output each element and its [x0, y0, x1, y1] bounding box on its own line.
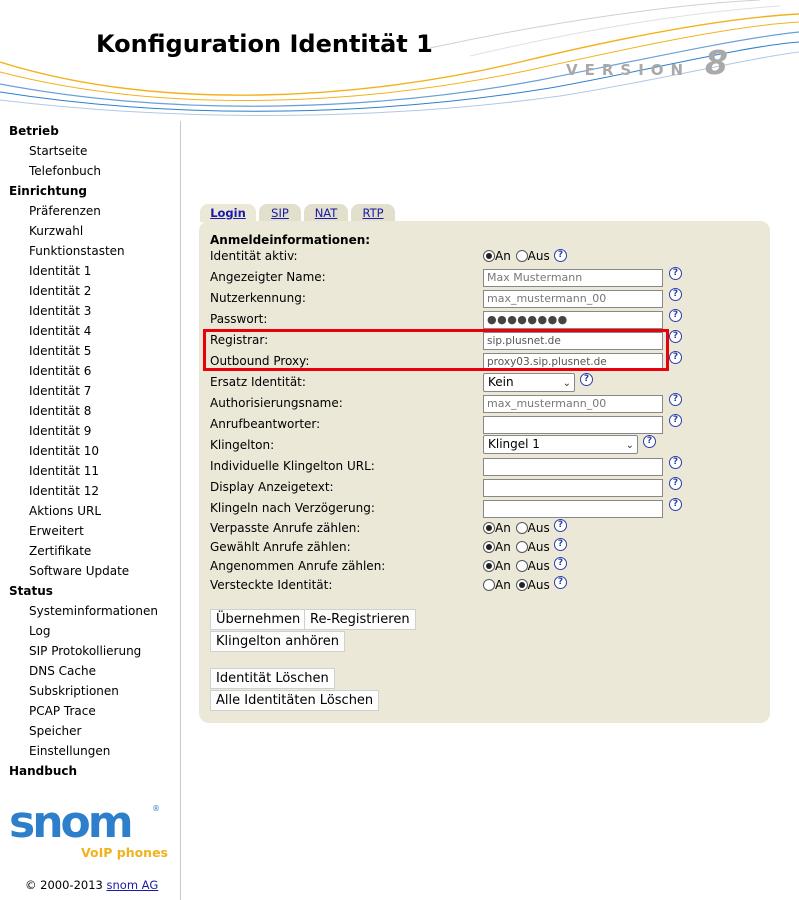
sidebar-item-identitaet-2[interactable]: Identität 2: [29, 284, 92, 298]
radio-on-label[interactable]: An: [495, 521, 511, 535]
ring-after-delay-field[interactable]: [483, 500, 663, 518]
hidden-identity-label: Versteckte Identität:: [210, 578, 333, 592]
help-icon[interactable]: ?: [669, 288, 682, 301]
sidebar-item-identitaet-10[interactable]: Identität 10: [29, 444, 100, 458]
help-icon[interactable]: ?: [669, 477, 682, 490]
help-icon[interactable]: ?: [669, 414, 682, 427]
sidebar-item-identitaet-6[interactable]: Identität 6: [29, 364, 92, 378]
fallback-identity-label: Ersatz Identität:: [210, 375, 306, 389]
radio-on-label[interactable]: An: [495, 249, 511, 263]
outbound-proxy-field[interactable]: proxy03.sip.plusnet.de: [483, 353, 663, 371]
logo-tagline: VoIP phones: [81, 845, 168, 860]
logo-wordmark: snom: [9, 797, 131, 848]
page-header: [0, 0, 799, 120]
sidebar-item-identitaet-12[interactable]: Identität 12: [29, 484, 100, 498]
play-ringtone-button[interactable]: Klingelton anhören: [210, 631, 345, 652]
display-text-field[interactable]: [483, 479, 663, 497]
sidebar-item-identitaet-1[interactable]: Identität 1: [29, 264, 92, 278]
sidebar-item-funktionstasten[interactable]: Funktionstasten: [29, 244, 125, 258]
count-dialed-radio-group: [483, 540, 551, 556]
nav-section-einrichtung: Einrichtung: [9, 184, 87, 198]
help-icon[interactable]: ?: [669, 498, 682, 511]
tab-nat[interactable]: NAT: [304, 204, 348, 222]
sidebar-nav: [0, 121, 181, 900]
copyright-text: © 2000-2013: [25, 878, 103, 892]
section-title: Anmeldeinformationen:: [210, 233, 371, 247]
version-label: VERSION: [566, 61, 691, 79]
user-id-field[interactable]: max_mustermann_00: [483, 290, 663, 308]
count-missed-label: Verpasste Anrufe zählen:: [210, 521, 361, 535]
help-icon[interactable]: ?: [554, 249, 567, 262]
tab-login[interactable]: Login: [200, 204, 256, 222]
chevron-down-icon: ⌄: [625, 440, 634, 451]
count-missed-on-radio[interactable]: [483, 522, 495, 534]
ring-after-delay-label: Klingeln nach Verzögerung:: [210, 501, 375, 515]
help-icon[interactable]: ?: [669, 393, 682, 406]
registrar-field[interactable]: sip.plusnet.de: [483, 332, 663, 350]
radio-on-label[interactable]: An: [495, 559, 511, 573]
help-icon[interactable]: ?: [669, 309, 682, 322]
delete-identity-button[interactable]: Identität Löschen: [210, 668, 335, 689]
apply-button[interactable]: Übernehmen: [210, 609, 306, 630]
count-missed-radio-group: [483, 521, 551, 537]
mailbox-field[interactable]: [483, 416, 663, 434]
sidebar-item-identitaet-3[interactable]: Identität 3: [29, 304, 92, 318]
delete-all-identities-button[interactable]: Alle Identitäten Löschen: [210, 690, 379, 711]
sidebar-item-subskriptionen[interactable]: Subskriptionen: [29, 684, 119, 698]
sidebar-item-aktions-url[interactable]: Aktions URL: [29, 504, 102, 518]
ringtone-label: Klingelton:: [210, 438, 275, 452]
sidebar-item-systeminformationen[interactable]: Systeminformationen: [29, 604, 158, 618]
sidebar-item-praeferenzen[interactable]: Präferenzen: [29, 204, 101, 218]
count-dialed-label: Gewählt Anrufe zählen:: [210, 540, 351, 554]
snom-logo: [9, 797, 179, 863]
sidebar-item-identitaet-4[interactable]: Identität 4: [29, 324, 92, 338]
radio-off-label[interactable]: Aus: [527, 249, 550, 263]
tab-sip[interactable]: SIP: [259, 204, 301, 222]
sidebar-item-identitaet-7[interactable]: Identität 7: [29, 384, 92, 398]
display-name-field[interactable]: Max Mustermann: [483, 269, 663, 287]
help-icon[interactable]: ?: [554, 557, 567, 570]
help-icon[interactable]: ?: [669, 330, 682, 343]
user-id-label: Nutzerkennung:: [210, 291, 306, 305]
help-icon[interactable]: ?: [669, 267, 682, 280]
help-icon[interactable]: ?: [669, 351, 682, 364]
custom-ringtone-url-field[interactable]: [483, 458, 663, 476]
password-label: Passwort:: [210, 312, 268, 326]
sidebar-item-pcap-trace[interactable]: PCAP Trace: [29, 704, 96, 718]
sidebar-item-identitaet-8[interactable]: Identität 8: [29, 404, 92, 418]
registrar-label: Registrar:: [210, 333, 269, 347]
registrar-proxy-highlight: [203, 329, 669, 371]
count-received-off-radio[interactable]: [516, 560, 528, 572]
sidebar-item-log[interactable]: Log: [29, 624, 51, 638]
outbound-proxy-label: Outbound Proxy:: [210, 354, 310, 368]
nav-section-betrieb: Betrieb: [9, 124, 59, 138]
help-icon[interactable]: ?: [580, 373, 593, 386]
radio-off-label[interactable]: Aus: [527, 578, 550, 592]
sidebar-item-sip-protokollierung[interactable]: SIP Protokollierung: [29, 644, 142, 658]
auth-name-label: Authorisierungsname:: [210, 396, 343, 410]
auth-name-field[interactable]: max_mustermann_00: [483, 395, 663, 413]
sidebar-item-erweitert[interactable]: Erweitert: [29, 524, 84, 538]
sidebar-item-identitaet-11[interactable]: Identität 11: [29, 464, 100, 478]
nav-section-status: Status: [9, 584, 53, 598]
ringtone-select[interactable]: [483, 435, 638, 454]
help-icon[interactable]: ?: [643, 435, 656, 448]
fallback-identity-select[interactable]: [483, 373, 575, 392]
mailbox-label: Anrufbeantworter:: [210, 417, 321, 431]
count-received-on-radio[interactable]: [483, 560, 495, 572]
identity-active-label: Identität aktiv:: [210, 249, 298, 263]
display-name-label: Angezeigter Name:: [210, 270, 326, 284]
identity-active-on-radio[interactable]: [483, 250, 495, 262]
reregister-button[interactable]: Re-Registrieren: [304, 609, 416, 630]
sidebar-item-identitaet-5[interactable]: Identität 5: [29, 344, 92, 358]
version-number: 8: [705, 43, 728, 82]
sidebar-item-telefonbuch[interactable]: Telefonbuch: [29, 164, 101, 178]
count-received-radio-group: [483, 559, 551, 575]
help-icon[interactable]: ?: [669, 456, 682, 469]
identity-form-panel: [199, 221, 770, 723]
help-icon[interactable]: ?: [554, 538, 567, 551]
ringtone-value: Klingel 1: [488, 437, 540, 451]
copyright-line: [25, 878, 158, 892]
count-dialed-off-radio[interactable]: [516, 541, 528, 553]
fallback-identity-value: Kein: [488, 375, 514, 389]
help-icon[interactable]: ?: [554, 576, 567, 589]
help-icon[interactable]: ?: [554, 519, 567, 532]
sidebar-item-einstellungen[interactable]: Einstellungen: [29, 744, 111, 758]
sidebar-item-software-update[interactable]: Software Update: [29, 564, 130, 578]
hidden-identity-radio-group: [483, 578, 551, 594]
logo-registered-mark: ®: [152, 804, 160, 813]
sidebar-item-speicher[interactable]: Speicher: [29, 724, 82, 738]
sidebar-item-dns-cache[interactable]: DNS Cache: [29, 664, 96, 678]
custom-ringtone-url-label: Individuelle Klingelton URL:: [210, 459, 375, 473]
identity-active-radio-group: [483, 249, 551, 265]
password-field[interactable]: ●●●●●●●●: [483, 311, 663, 329]
identity-active-off-radio[interactable]: [516, 250, 528, 262]
sidebar-item-identitaet-9[interactable]: Identität 9: [29, 424, 92, 438]
chevron-down-icon: ⌄: [562, 378, 571, 389]
count-received-label: Angenommen Anrufe zählen:: [210, 559, 386, 573]
header-wave-decoration: [0, 0, 799, 120]
nav-section-handbuch[interactable]: Handbuch: [9, 764, 78, 778]
hidden-identity-off-radio[interactable]: [516, 579, 528, 591]
radio-off-label[interactable]: Aus: [527, 540, 550, 554]
sidebar-item-startseite[interactable]: Startseite: [29, 144, 88, 158]
sidebar-item-zertifikate[interactable]: Zertifikate: [29, 544, 92, 558]
page-title: Konfiguration Identität 1: [96, 30, 433, 58]
radio-on-label[interactable]: An: [495, 578, 511, 592]
radio-off-label[interactable]: Aus: [527, 521, 550, 535]
hidden-identity-on-radio[interactable]: [483, 579, 495, 591]
snom-ag-link[interactable]: snom AG: [106, 878, 159, 892]
count-missed-off-radio[interactable]: [516, 522, 528, 534]
display-text-label: Display Anzeigetext:: [210, 480, 334, 494]
radio-off-label[interactable]: Aus: [527, 559, 550, 573]
radio-on-label[interactable]: An: [495, 540, 511, 554]
count-dialed-on-radio[interactable]: [483, 541, 495, 553]
sidebar-item-kurzwahl[interactable]: Kurzwahl: [29, 224, 84, 238]
tab-rtp[interactable]: RTP: [351, 204, 395, 222]
